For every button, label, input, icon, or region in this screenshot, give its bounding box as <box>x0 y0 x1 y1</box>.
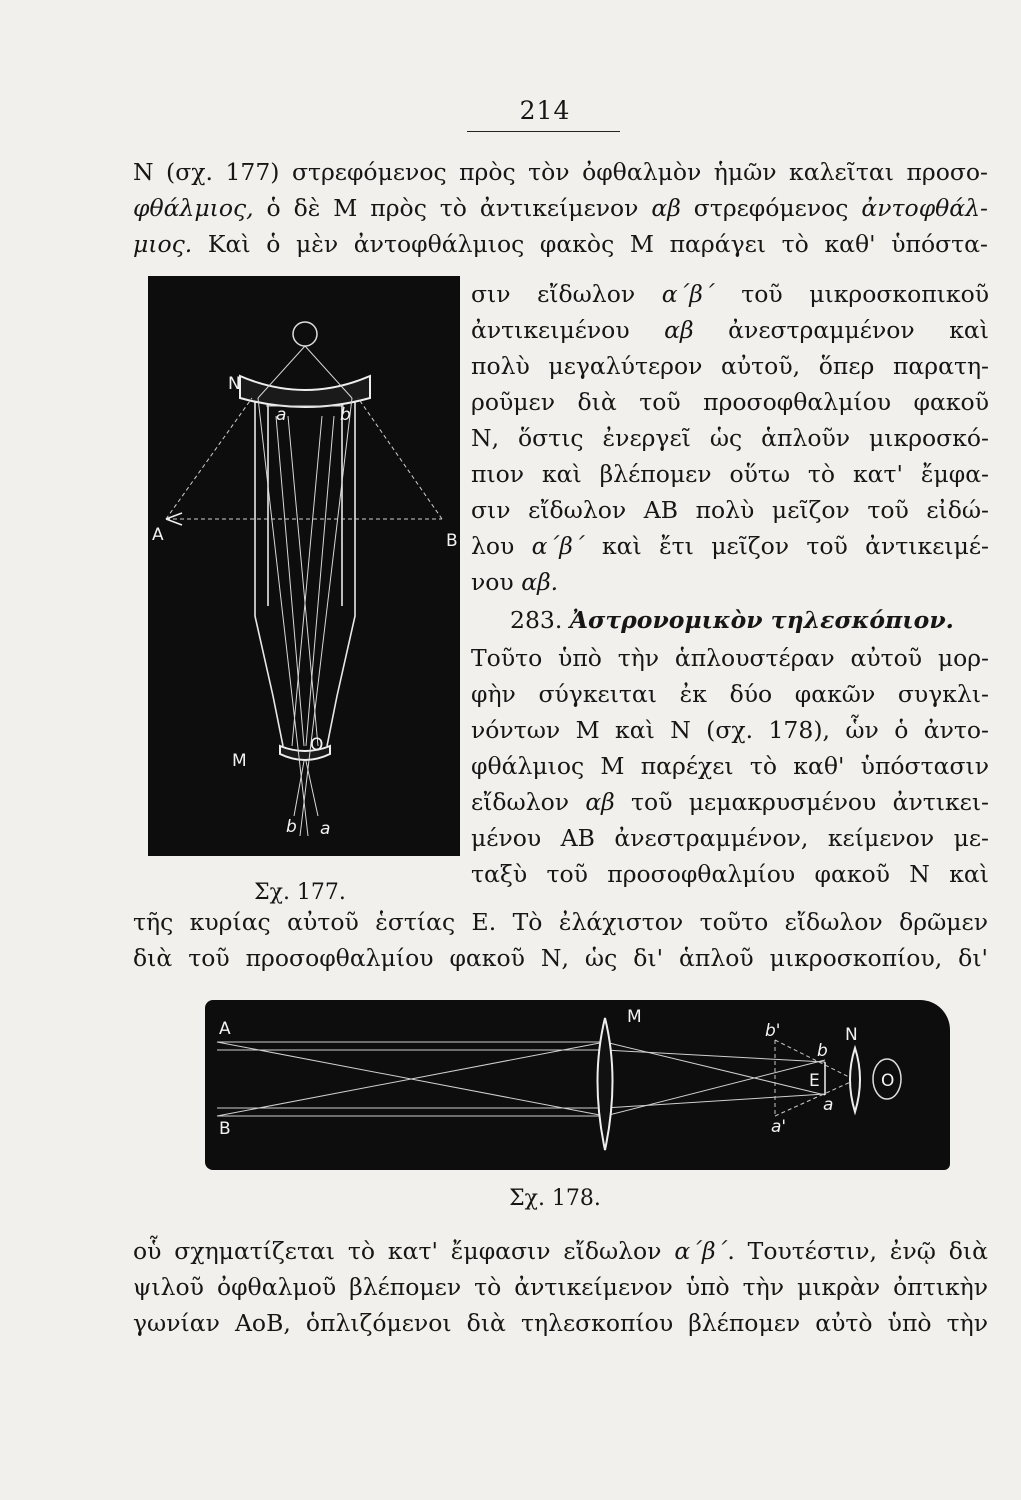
symbol-ab: αβ <box>585 788 615 816</box>
microscope-tube <box>255 396 355 746</box>
text-line-r14: φθάλμιος Μ παρέχει τὸ καθ' ὑπόστασιν <box>471 752 989 780</box>
figure-177-caption: Σχ. 177. <box>254 880 346 905</box>
text-line-r15-part: τοῦ μεμακρυσμένου ἀντικει- <box>614 788 990 816</box>
label-B: B <box>219 1119 231 1139</box>
section-heading-283 <box>510 604 1021 636</box>
label-o: O <box>881 1071 895 1091</box>
text-line-r1-part: τοῦ μικροσκοπικοῦ <box>714 280 989 308</box>
label-M: M <box>232 751 247 771</box>
label-B: B <box>446 531 458 551</box>
section-number: 283. <box>510 606 570 634</box>
virtual-image-lines <box>166 398 442 519</box>
text-line-2-part: ὁ δὲ Μ πρὸς τὸ ἀντικείμενον <box>253 194 652 222</box>
label-a-prime: a <box>276 405 287 425</box>
label-N: N <box>845 1025 858 1045</box>
text-line-r8-part: λου <box>471 532 532 560</box>
text-line-1-content: N (σχ. 177) στρεφόμενος πρὸς τὸν ὀφθαλμὸν ἡμῶν καλεῖται προσο- <box>133 158 988 186</box>
text-line-r16: μένου ΑΒ ἀνεστραμμένον, κείμενον με- <box>471 824 989 852</box>
text-line-3-start: μιος. <box>133 230 193 258</box>
text-line-b3: γωνίαν ΑοΒ, ὁπλιζόμενοι διὰ τηλεσκοπίου βλέπομεν αὐτὸ ὑπὸ τὴν <box>133 1309 988 1337</box>
label-A: A <box>152 525 164 545</box>
label-E: E <box>809 1071 820 1091</box>
symbol-ab: αβ. <box>521 568 559 596</box>
label-a: a <box>823 1095 834 1115</box>
term-antophthalmios: ἀντοφθάλ- <box>861 194 989 222</box>
label-a-prime: a' <box>771 1117 787 1137</box>
symbol-a-prime-b-prime: α΄β΄ <box>674 1237 728 1265</box>
text-line-r1 <box>471 278 989 310</box>
text-line-r9-part: νου <box>471 568 522 596</box>
text-line-r11: Τοῦτο ὑπὸ τὴν ἁπλουστέραν αὐτοῦ μορ- <box>471 644 989 672</box>
text-line-f2: διὰ τοῦ προσοφθαλμίου φακοῦ Ν, ὡς δι' ἁπλοῦ μικροσκοπίου, δι' <box>133 944 988 972</box>
label-b: b <box>286 817 297 837</box>
label-b: b <box>817 1041 828 1061</box>
parallel-rays <box>217 1042 825 1116</box>
text-line-f1: τῆς κυρίας αὐτοῦ ἑστίας Ε. Τὸ ἐλάχιστον τοῦτο εἴδωλον δρῶμεν <box>133 908 988 936</box>
label-a: a <box>320 819 331 839</box>
text-line-r12: φὴν σύγκειται ἐκ δύο φακῶν συγκλι- <box>471 680 989 708</box>
text-line-r2-part: ἀνεστραμμένον καὶ <box>693 316 989 344</box>
text-line-r13: νόντων Μ καὶ Ν (σχ. 178), ὧν ὁ ἀντο- <box>471 716 989 744</box>
symbol-a-prime-b-prime: α΄β΄ <box>531 532 585 560</box>
label-b-prime: b <box>340 405 351 425</box>
text-line-r4: ροῦμεν διὰ τοῦ προσοφθαλμίου φακοῦ <box>471 388 989 416</box>
light-rays <box>258 346 352 836</box>
symbol-a-prime-b-prime: α΄β΄ <box>661 280 715 308</box>
eyepiece-lens-N <box>240 376 370 407</box>
text-line-r5: Ν, ὅστις ἐνεργεῖ ὡς ἁπλοῦν μικροσκό- <box>471 424 989 452</box>
eyepiece-lens-N <box>850 1048 860 1112</box>
label-b-prime: b' <box>765 1021 781 1041</box>
text-line-2 <box>133 192 988 224</box>
symbol-ab: αβ <box>664 316 694 344</box>
page-number-rule <box>467 131 620 132</box>
text-line-r17: ταξὺ τοῦ προσοφθαλμίου φακοῦ Ν καὶ <box>471 860 989 888</box>
text-line-b2: ψιλοῦ ὀφθαλμοῦ βλέπομεν τὸ ἀντικείμενον ὑπὸ τὴν μικρὰν ὀπτικὴν <box>133 1273 988 1301</box>
label-A: A <box>219 1019 231 1039</box>
text-line-2-part: στρεφόμενος <box>680 194 862 222</box>
text-line-3-part: Καὶ ὁ μὲν ἀντοφθάλμιος φακὸς Μ παράγει τὸ καθ' ὑπόστα- <box>192 230 988 258</box>
term-prosophthalmios: φθάλμιος, <box>133 194 254 222</box>
page-number: 214 <box>519 96 571 125</box>
text-line-1 <box>133 156 988 188</box>
label-o: O <box>310 735 324 755</box>
objective-lens-M <box>598 1018 613 1150</box>
figure-177 <box>148 276 460 856</box>
text-line-b1-part: οὗ σχηματίζεται τὸ κατ' ἔμφασιν εἴδωλον <box>133 1237 675 1265</box>
text-line-r3: πολὺ μεγαλύτερον αὐτοῦ, ὅπερ παρατη- <box>471 352 989 380</box>
text-line-r2-part: ἀντικειμένου <box>471 316 665 344</box>
label-N: N <box>228 374 241 394</box>
figure-178-caption: Σχ. 178. <box>509 1186 601 1211</box>
text-line-b1 <box>133 1235 988 1267</box>
figure-178 <box>205 1000 950 1170</box>
text-line-3 <box>133 228 988 260</box>
text-line-r9 <box>471 566 989 598</box>
eye-symbol <box>293 322 317 346</box>
text-line-r2 <box>471 314 989 346</box>
text-line-r7: σιν εἴδωλον ΑΒ πολὺ μεῖζον τοῦ εἰδώ- <box>471 496 989 524</box>
text-line-r15 <box>471 786 989 818</box>
text-line-b1-part: . Τουτέστιν, ἐνῷ διὰ <box>727 1237 988 1265</box>
label-M: M <box>627 1007 642 1027</box>
section-title: Ἀστρονομικὸν τηλεσκόπιον. <box>569 606 954 634</box>
text-line-r8 <box>471 530 989 562</box>
text-line-r6: πιον καὶ βλέπομεν οὕτω τὸ κατ' ἔμφα- <box>471 460 989 488</box>
text-line-r8-part: καὶ ἔτι μεῖζον τοῦ ἀντικειμέ- <box>584 532 989 560</box>
symbol-ab: αβ <box>651 194 681 222</box>
text-line-r15-part: εἴδωλον <box>471 788 586 816</box>
text-line-r1-part: σιν εἴδωλον <box>471 280 662 308</box>
